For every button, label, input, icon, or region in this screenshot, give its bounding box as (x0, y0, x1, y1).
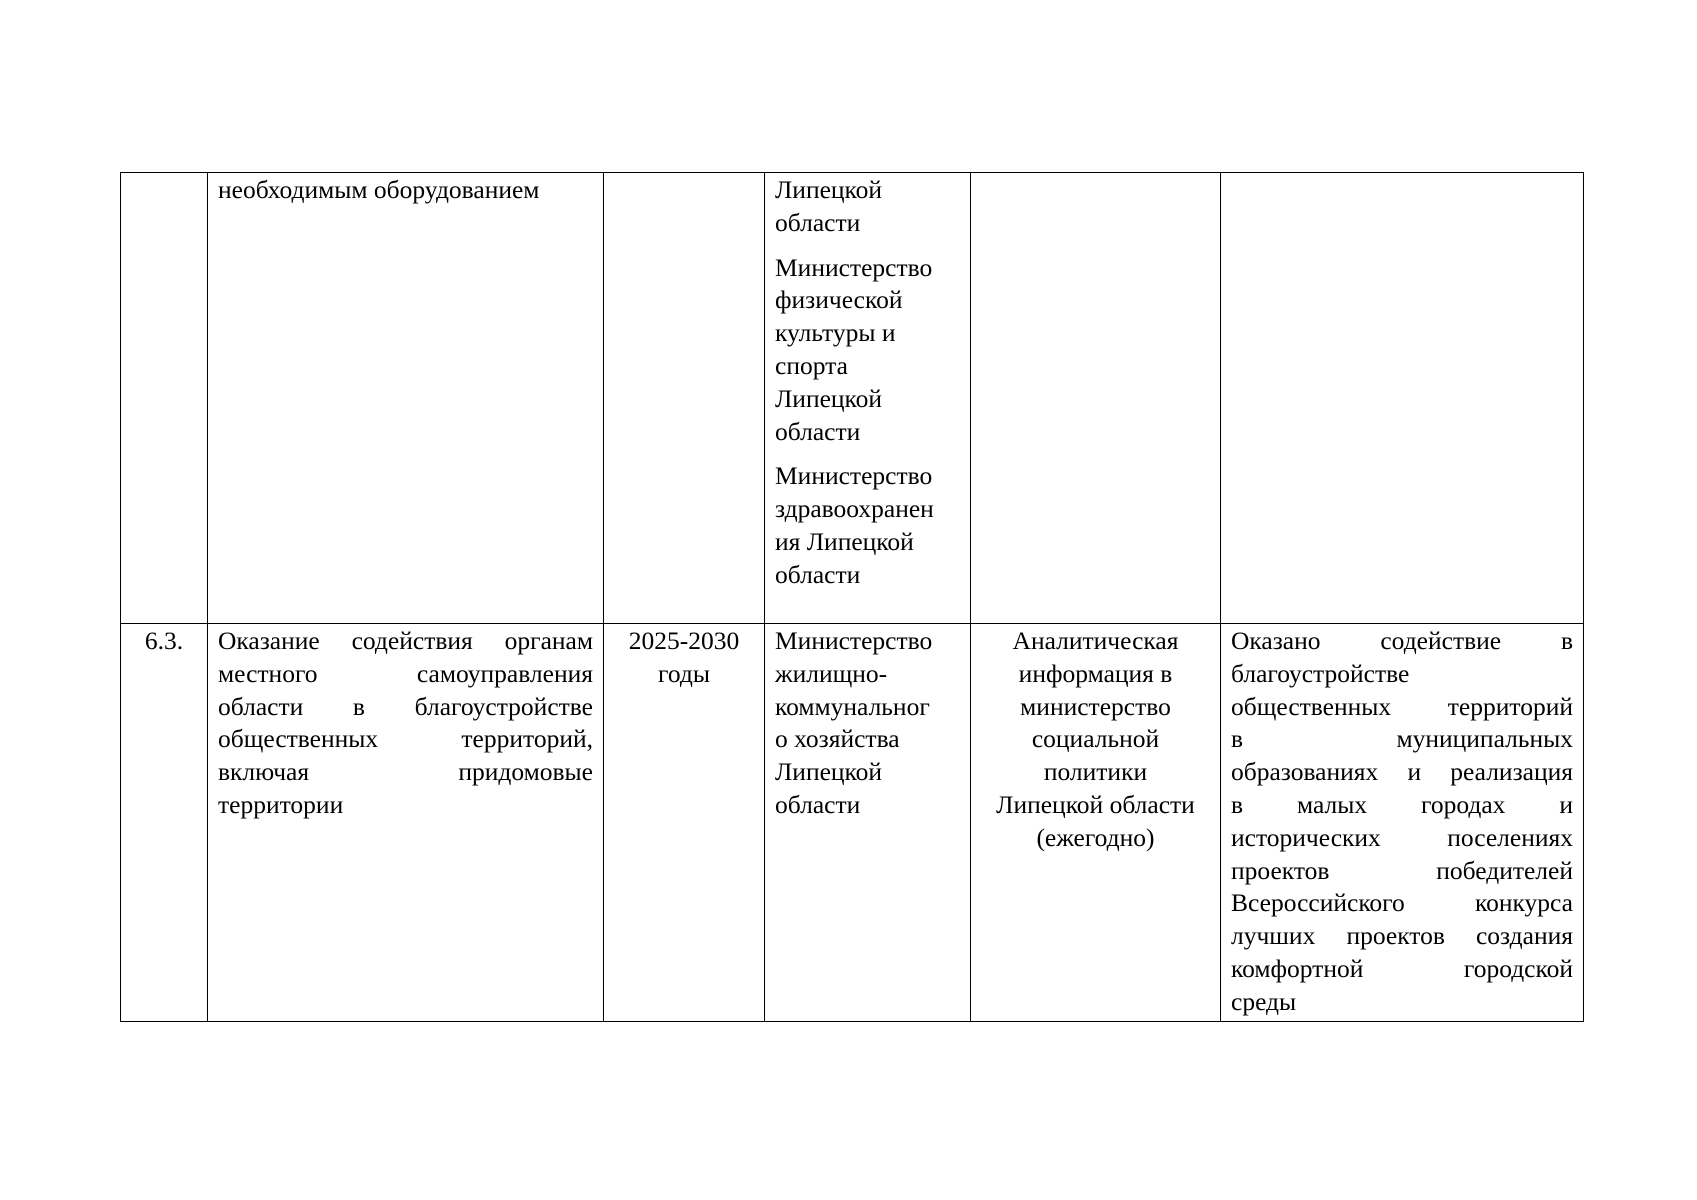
term-cell (604, 173, 765, 624)
executor-line: здравоохранен (775, 494, 934, 524)
measure-cell (208, 624, 604, 1022)
executor-line: Министерство (775, 626, 933, 655)
executor-line: Липецкой (775, 383, 883, 413)
table-row (121, 173, 1584, 624)
executor-line: ия Липецкой (775, 526, 914, 556)
row-number-cell (121, 173, 208, 624)
report-form-line: социальной (1031, 724, 1160, 754)
result-line: образованиях и реализация (1231, 757, 1573, 787)
executor-paragraph (775, 460, 960, 591)
measure-cell (208, 173, 604, 624)
measure-line: местного самоуправления (218, 658, 593, 688)
report-form-line: политики (1043, 757, 1148, 787)
row-number-cell (121, 624, 208, 1022)
executor-line: спорта (775, 350, 848, 380)
executor-line: области (775, 559, 861, 589)
result-line: лучших проектов создания (1231, 921, 1573, 951)
result-line: общественных территорий (1231, 691, 1573, 721)
measure-line: включая придомовые (218, 757, 593, 787)
measure-line: необходимым оборудованием (218, 175, 540, 204)
result-line: среды (1231, 986, 1297, 1016)
report-form-line: министерство (1020, 691, 1171, 721)
result-cell (1221, 624, 1584, 1022)
executor-paragraph (775, 174, 960, 240)
result-line: благоустройстве (1231, 658, 1410, 688)
term-line: годы (658, 658, 710, 688)
measure-line: территории (218, 789, 344, 819)
executor-line: физической (775, 285, 903, 315)
executor-line: Липецкой (775, 175, 883, 204)
report-form-line: информация в (1018, 658, 1173, 688)
executor-line: области (775, 789, 861, 819)
measures-table (120, 172, 1584, 1022)
table-row (121, 624, 1584, 1022)
executor-line: Министерство (775, 461, 933, 491)
executor-line: коммунальног (775, 691, 930, 721)
result-line: исторических поселениях (1231, 822, 1573, 852)
executor-line: жилищно- (775, 658, 888, 688)
executor-line: Министерство (775, 252, 933, 282)
executor-cell (765, 624, 971, 1022)
report-form-line: Липецкой области (996, 789, 1195, 819)
executor-line: о хозяйства (775, 724, 900, 754)
measure-line: общественных территорий, (218, 724, 593, 754)
report-form-cell (971, 624, 1221, 1022)
measure-line: Оказание содействия органам (218, 626, 593, 655)
term-cell (604, 624, 765, 1022)
executor-line: Липецкой (775, 757, 883, 787)
report-form-cell (971, 173, 1221, 624)
executor-cell (765, 173, 971, 624)
result-line: комфортной городской (1231, 953, 1573, 983)
executor-line: области (775, 207, 861, 237)
report-form-line: (ежегодно) (1036, 822, 1155, 852)
executor-line: культуры и (775, 318, 896, 348)
result-line: проектов победителей (1231, 855, 1573, 885)
report-form-line: Аналитическая (1012, 626, 1179, 655)
row-number: 6.3. (144, 626, 184, 655)
result-line: Всероссийского конкурса (1231, 888, 1573, 918)
executor-line: области (775, 416, 861, 446)
result-cell (1221, 173, 1584, 624)
executor-paragraph (775, 252, 960, 449)
result-line: в малых городах и (1231, 789, 1573, 819)
executor-paragraph (775, 625, 960, 822)
result-line: Оказано содействие в (1231, 626, 1573, 655)
term-line: 2025-2030 (628, 626, 740, 655)
result-line: в муниципальных (1231, 724, 1573, 754)
measure-line: области в благоустройстве (218, 691, 593, 721)
